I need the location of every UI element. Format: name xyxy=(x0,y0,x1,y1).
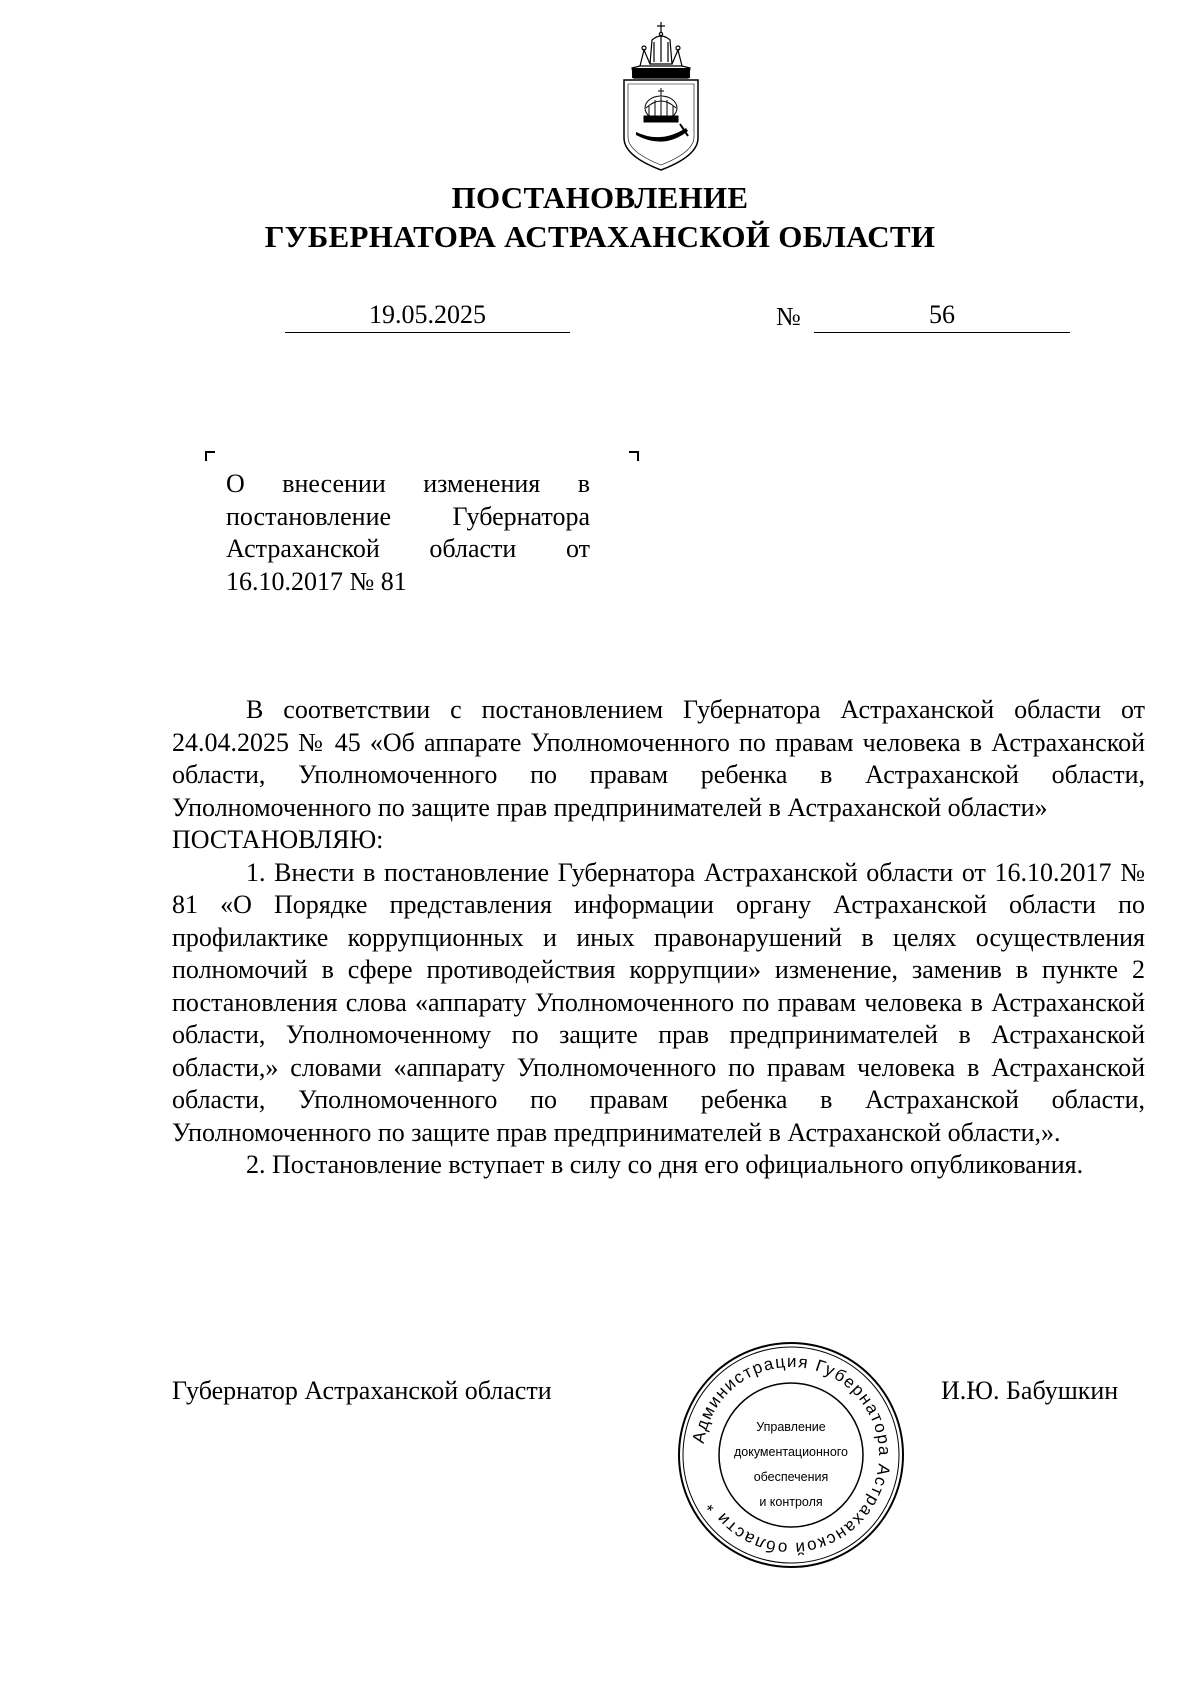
stamp-line-3: обеспечения xyxy=(753,1470,829,1484)
signatory-name: И.Ю. Бабушкин xyxy=(941,1376,1119,1405)
resolve-word: ПОСТАНОВЛЯЮ: xyxy=(172,825,384,854)
subject-last-line: 16.10.2017 № 81 xyxy=(226,566,407,596)
document-title: ПОСТАНОВЛЕНИЕ xyxy=(451,180,749,215)
stamp-center-text xyxy=(726,1415,856,1515)
stamp-line-4: и контроля xyxy=(759,1495,823,1509)
document-date: 19.05.2025 xyxy=(285,300,570,333)
signatory-position: Губернатор Астраханской области xyxy=(172,1376,552,1405)
document-body xyxy=(172,694,1145,1182)
document-number: 56 xyxy=(814,300,1070,333)
number-sign: № xyxy=(776,302,801,331)
subject-corner-right xyxy=(629,451,639,461)
stamp-ring-text: Администрация Губернатора Астраханской области * xyxy=(688,1351,895,1559)
stamp-line-2: документационного xyxy=(733,1445,849,1459)
subject-text: О внесении изменения в постановление Губернатора Астраханской области от xyxy=(226,469,590,563)
coat-of-arms-emblem xyxy=(618,20,704,172)
item-1-paragraph: 1. Внести в постановление Губернатора Астраханской области от 16.10.2017 № 81 «О Порядке представления информации органу Астраханской области по профилактике коррупционных и иных правонарушений в целях осуществления полномочий в сфере противодействия коррупции» изменение, заменив в пункте 2 постановления слова «аппарату Уполномоченного по правам человека в Астраханской области, Уполномоченному по защите прав предпринимателей в Астраханской области,» словами «аппарату Уполномоченного по правам человека в Астраханской области, Уполномоченного по правам ребенка в Астраханской области, Уполномоченного по защите прав предпринимателей в Астраханской области,». xyxy=(172,857,1145,1147)
stamp-line-1: Управление xyxy=(756,1420,826,1434)
document-issuer: ГУБЕРНАТОРА АСТРАХАНСКОЙ ОБЛАСТИ xyxy=(264,219,936,254)
subject-corner-left xyxy=(205,451,215,461)
item-2-paragraph: 2. Постановление вступает в силу со дня его официального опубликования. xyxy=(246,1150,1084,1179)
preamble-paragraph: В соответствии с постановлением Губернатора Астраханской области от 24.04.2025 № 45 «Об аппарате Уполномоченного по правам человека в Астраханской области, Уполномоченного по правам ребенка в Астраханской области, Уполномоченного по защите прав предпринимателей в Астраханской области» xyxy=(172,695,1145,822)
document-subject xyxy=(226,468,590,598)
